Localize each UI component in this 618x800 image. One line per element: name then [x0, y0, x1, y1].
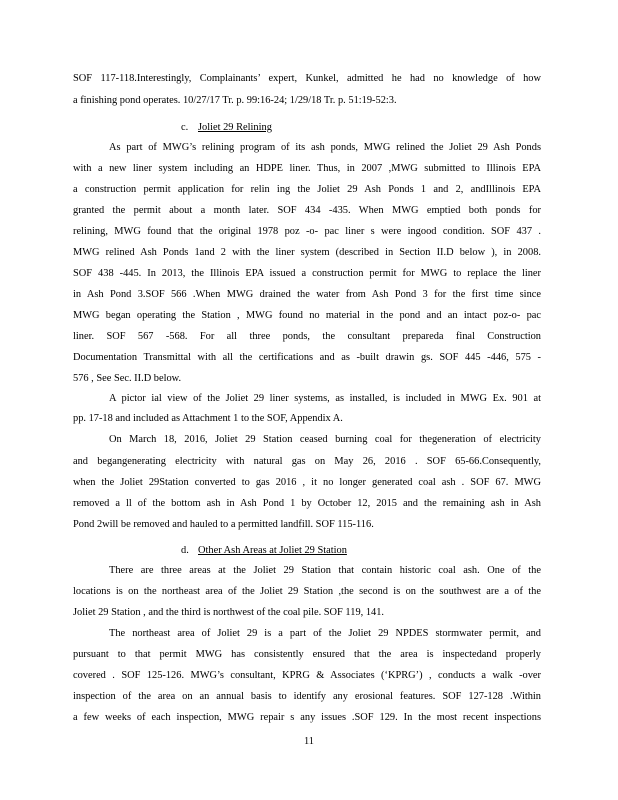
- text-line: covered . SOF 125-126. MWG’s consultant, KPRG & Associates (‘KPRG’) , conducts a walk -over: [73, 670, 541, 681]
- text-line: 576 , See Sec. II.D below.: [73, 373, 182, 384]
- text-line: MWG began operating the Station , MWG found no material in the pond and an intact poz-o- pac: [73, 310, 541, 321]
- text-line: The northeast area of Joliet 29 is a part of the Joliet 29 NPDES stormwater permit, and: [109, 628, 541, 639]
- text-line: when the Joliet 29Station converted to gas 2016 , it no longer generated coal ash . SOF 67. MWG: [73, 477, 541, 488]
- section-letter-c: c.: [181, 122, 189, 133]
- text-line: There are three areas at the Joliet 29 Station that contain historic coal ash. One of the: [109, 565, 541, 576]
- text-line: a construction permit application for relin ing the Joliet 29 Ash Ponds 1 and 2, andIllinois EPA: [73, 184, 541, 195]
- text-line: As part of MWG’s relining program of its ash ponds, MWG relined the Joliet 29 Ash Ponds: [109, 142, 541, 153]
- text-line: Pond 2will be removed and hauled to a permitted landfill. SOF 115-116.: [73, 519, 374, 530]
- text-line: with a new liner system including an HDPE liner. Thus, in 2007 ,MWG submitted to Illinois EPA: [73, 163, 541, 174]
- text-line: MWG relined Ash Ponds 1and 2 with the liner system (described in Section II.D below ), in 2008.: [73, 247, 541, 258]
- text-line: removed a ll of the bottom ash in Ash Pond 1 by October 12, 2015 and the remaining ash in Ash: [73, 498, 541, 509]
- section-heading-other-ash-areas: Other Ash Areas at Joliet 29 Station: [198, 545, 347, 556]
- text-line: relining, MWG found that the original 1978 poz -o- pac liner s were ingood condition. SOF 437 .: [73, 226, 541, 237]
- text-line: a few weeks of each inspection, MWG repair s any issues .SOF 129. In the most recent inspections: [73, 712, 541, 723]
- text-line: SOF 117-118.Interestingly, Complainants’ expert, Kunkel, admitted he had no knowledge of how: [73, 73, 541, 84]
- text-line: On March 18, 2016, Joliet 29 Station ceased burning coal for thegeneration of electricity: [109, 434, 541, 445]
- text-line: Joliet 29 Station , and the third is northwest of the coal pile. SOF 119, 141.: [73, 607, 385, 618]
- text-line: and begangenerating electricity with natural gas on May 26, 2016 . SOF 65-66.Consequently,: [73, 456, 541, 467]
- text-line: a finishing pond operates. 10/27/17 Tr. p. 99:16-24; 1/29/18 Tr. p. 51:19-52:3.: [73, 95, 397, 106]
- text-line: Documentation Transmittal with all the certifications and as -built drawin gs. SOF 445 -446, 575 -: [73, 352, 541, 363]
- section-letter-d: d.: [181, 545, 189, 556]
- text-line: inspection of the area on an annual basis to identify any erosional features. SOF 127-128 .Within: [73, 691, 541, 702]
- text-line: A pictor ial view of the Joliet 29 liner systems, as installed, is included in MWG Ex. 901 at: [109, 393, 541, 404]
- text-line: granted the permit about a month later. SOF 434 -435. When MWG emptied both ponds for: [73, 205, 541, 216]
- text-line: pursuant to that permit MWG has consistently ensured that the area is inspectedand properly: [73, 649, 541, 660]
- text-line: liner. SOF 567 -568. For all three ponds, the consultant prepareda final Construction: [73, 331, 541, 342]
- text-line: SOF 438 -445. In 2013, the Illinois EPA issued a construction permit for MWG to replace the liner: [73, 268, 541, 279]
- text-line: locations is on the northeast area of the Joliet 29 Station ,the second is on the southwest are a of the: [73, 586, 541, 597]
- page-number: 11: [303, 736, 314, 747]
- text-line: in Ash Pond 3.SOF 566 .When MWG drained the water from Ash Pond 3 for the first time since: [73, 289, 541, 300]
- section-heading-joliet-relining: Joliet 29 Relining: [198, 122, 272, 133]
- text-line: pp. 17-18 and included as Attachment 1 to the SOF, Appendix A.: [73, 413, 343, 424]
